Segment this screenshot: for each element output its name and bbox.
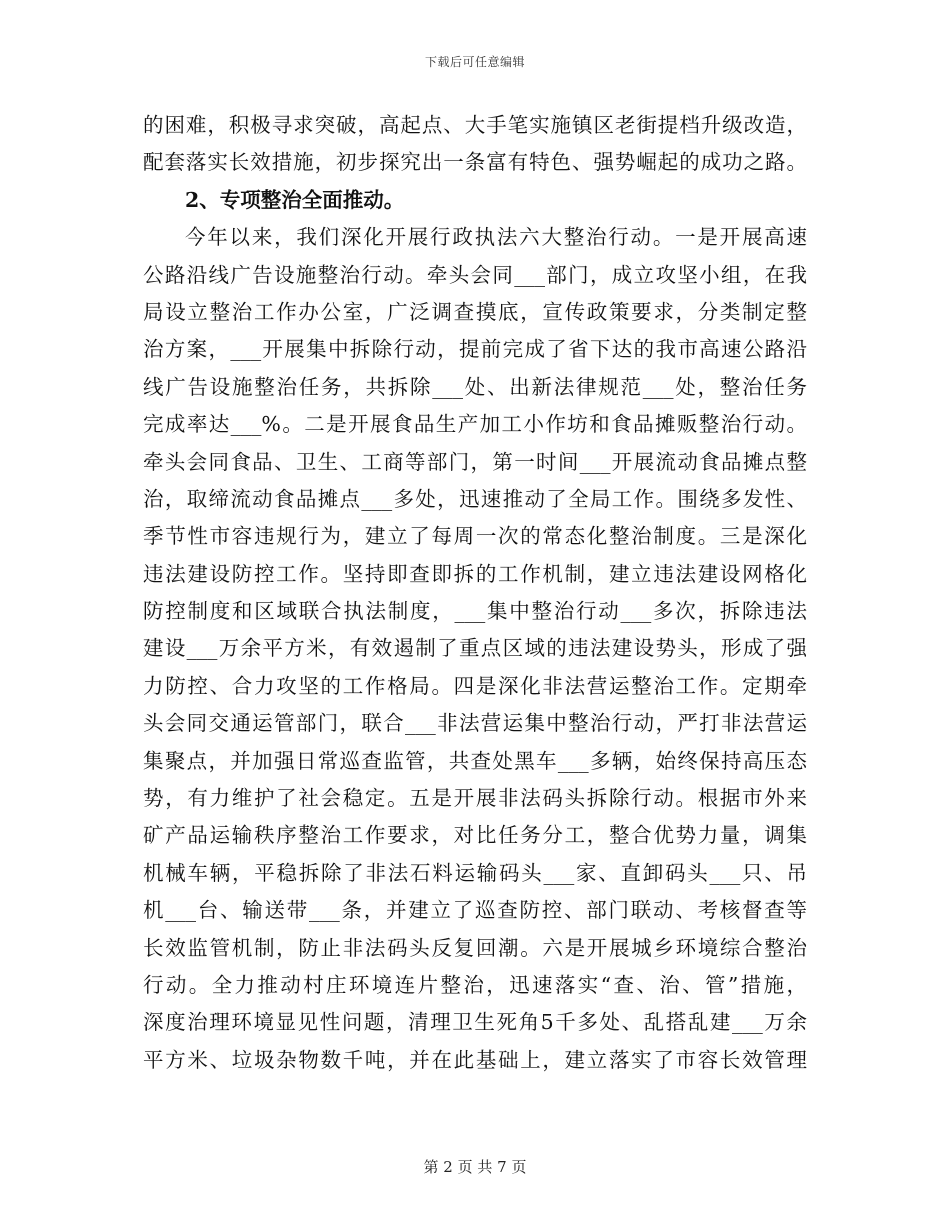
page-number: 第 2 页 共 7 页 [423, 1158, 527, 1176]
body-line: 头会同交通运管部门，联合___非法营运集中整治行动，严打非法营运 [143, 711, 807, 736]
body-line: 防控制度和区域联合执法制度，___集中整治行动___多次，拆除违法 [143, 599, 807, 624]
body-line: 势，有力维护了社会稳定。五是开展非法码头拆除行动。根据市外来 [143, 786, 807, 811]
section-heading: 2、专项整治全面推动。 [185, 187, 405, 212]
body-line: 配套落实长效措施，初步探究出一条富有特色、强势崛起的成功之路。 [143, 150, 807, 175]
body-line: 治方案，___开展集中拆除行动，提前完成了省下达的我市高速公路沿 [143, 337, 807, 362]
body-line: 矿产品运输秩序整治工作要求，对比任务分工，整合优势力量，调集 [143, 823, 807, 848]
body-line: 机___台、输送带___条，并建立了巡查防控、部门联动、考核督查等 [143, 898, 807, 923]
body-line: 完成率达___%。二是开展食品生产加工小作坊和食品摊贩整治行动。 [143, 412, 807, 437]
body-line: 线广告设施整治任务，共拆除___处、出新法律规范___处，整治任务 [143, 374, 807, 399]
page-header: 下载后可任意编辑 [424, 55, 525, 69]
body-line: 公路沿线广告设施整治行动。牵头会同___部门，成立攻坚小组，在我 [143, 262, 807, 287]
body-line: 建设___万余平方米，有效遏制了重点区域的违法建设势头，形成了强 [143, 636, 807, 661]
body-line: 的困难，积极寻求突破，高起点、大手笔实施镇区老街提档升级改造， [143, 113, 807, 137]
body-line: 行动。全力推动村庄环境连片整治，迅速落实“查、治、管”措施， [143, 972, 807, 997]
document-body [143, 107, 807, 1079]
body-line: 局设立整治工作办公室，广泛调查摸底，宣传政策要求，分类制定整 [143, 299, 807, 324]
body-line: 机械车辆，平稳拆除了非法石料运输码头___家、直卸码头___只、吊 [143, 860, 807, 885]
body-line: 治，取缔流动食品摊点___多处，迅速推动了全局工作。围绕多发性、 [143, 486, 807, 511]
body-line: 违法建设防控工作。坚持即查即拆的工作机制，建立违法建设网格化 [143, 561, 807, 586]
paragraph-first-line: 今年以来，我们深化开展行政执法六大整治行动。一是开展高速 [185, 225, 807, 250]
body-line: 力防控、合力攻坚的工作格局。四是深化非法营运整治工作。定期牵 [143, 673, 807, 698]
body-line: 深度治理环境显见性问题，清理卫生死角5千多处、乱搭乱建___万余 [143, 1010, 807, 1035]
body-line: 平方米、垃圾杂物数千吨，并在此基础上，建立落实了市容长效管理 [143, 1047, 807, 1072]
body-line: 牵头会同食品、卫生、工商等部门，第一时间___开展流动食品摊点整 [143, 449, 807, 474]
body-line: 长效监管机制，防止非法码头反复回潮。六是开展城乡环境综合整治 [143, 935, 807, 960]
body-line: 季节性市容违规行为，建立了每周一次的常态化整治制度。三是深化 [143, 524, 807, 549]
body-line: 集聚点，并加强日常巡查监管，共查处黑车___多辆，始终保持高压态 [143, 748, 807, 773]
